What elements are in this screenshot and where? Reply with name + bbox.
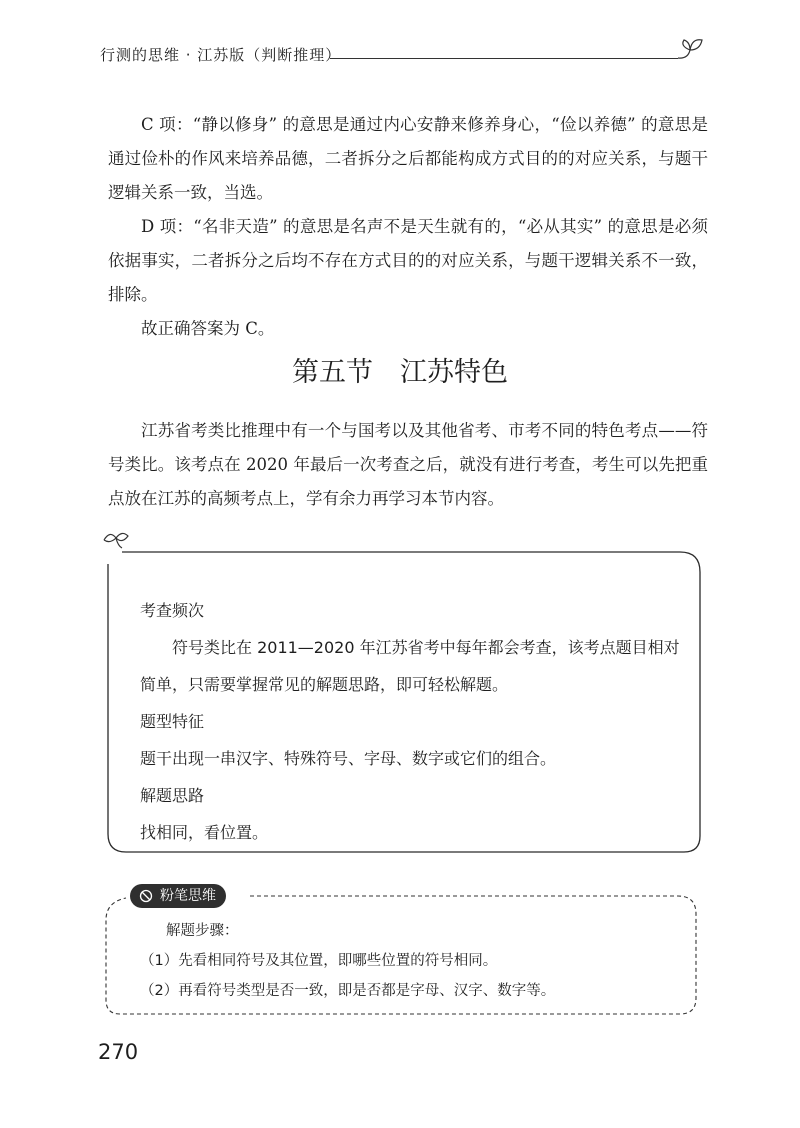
tip-content: [140, 916, 680, 1006]
answer-paragraph: 故正确答案为 C。: [141, 319, 275, 338]
features-heading: 题型特征: [140, 712, 205, 731]
explanation-block: [108, 108, 708, 346]
sprout-icon: [676, 30, 716, 66]
tip-step-1: （1）先看相同符号及其位置，即哪些位置的符号相同。: [140, 953, 498, 969]
running-header: 行测的思维 · 江苏版（判断推理）: [100, 46, 342, 64]
section-title: 第五节 江苏特色: [292, 357, 508, 388]
frequency-text: 符号类比在 2011—2020 年江苏省考中每年都会考查，该考点题目相对简单，只需要掌握常见的解题思路，即可轻松解题。: [140, 638, 680, 694]
tip-step-2: （2）再看符号类型是否一致，即是否都是字母、汉字、数字等。: [140, 983, 556, 999]
approach-text: 找相同，看位置。: [140, 823, 269, 842]
page-number: 270: [98, 1040, 139, 1064]
tip-steps-heading: 解题步骤：: [166, 923, 239, 939]
frequency-heading: 考查频次: [140, 601, 205, 620]
info-box: [140, 592, 680, 851]
header-rule: [330, 58, 678, 59]
pen-circle-icon: [139, 889, 153, 903]
features-text: 题干出现一串汉字、特殊符号、字母、数字或它们的组合。: [140, 749, 557, 768]
tip-badge-label: 粉笔思维: [160, 888, 216, 904]
section-intro: 江苏省考类比推理中有一个与国考以及其他省考、市考不同的特色考点——符号类比。该考点在 2020 年最后一次考查之后，就没有进行考查，考生可以先把重点放在江苏的高频考点上，学有余力再学习本节内容。: [108, 421, 708, 508]
option-d-paragraph: D 项：“名非天造” 的意思是名声不是天生就有的，“必从其实” 的意思是必须依据事实，二者拆分之后均不存在方式目的的对应关系，与题干逻辑关系不一致，排除。: [108, 217, 708, 304]
tip-badge: [130, 884, 226, 908]
option-c-paragraph: C 项：“静以修身” 的意思是通过内心安静来修养身心，“俭以养德” 的意思是通过俭朴的作风来培养品德，二者拆分之后都能构成方式目的的对应关系，与题干逻辑关系一致，当选。: [108, 115, 708, 202]
approach-heading: 解题思路: [140, 786, 205, 805]
